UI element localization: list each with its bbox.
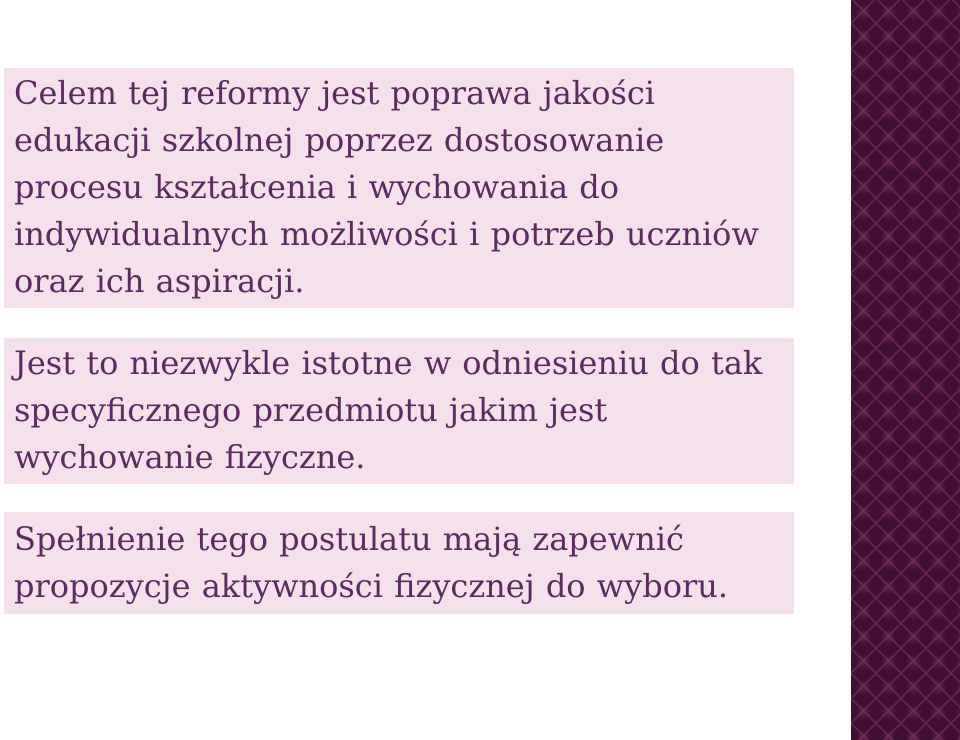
paragraph-line: Jest to niezwykle istotne w odniesieniu do tak [14,344,763,382]
paragraph-line: oraz ich aspiracji. [14,262,305,300]
paragraph-line: propozycje aktywności fizycznej do wyboru. [14,567,729,605]
paragraph-box-importance [4,338,794,484]
paragraph-line: edukacji szkolnej poprzez dostosowanie [14,121,665,159]
decorative-side-strip [851,0,960,740]
paragraph-line: Celem tej reformy jest poprawa jakości [14,74,656,112]
paragraph-line: indywidualnych możliwości i potrzeb uczniów [14,215,759,253]
paragraph-box-proposals [4,512,794,614]
paragraph-line: Spełnienie tego postulatu mają zapewnić [14,520,684,558]
paragraph-line: wychowanie fizyczne. [14,438,366,476]
paragraph-line: procesu kształcenia i wychowania do [14,168,620,206]
paragraph-line: specyficznego przedmiotu jakim jest [14,391,608,429]
paragraph-box-aims [4,68,794,308]
